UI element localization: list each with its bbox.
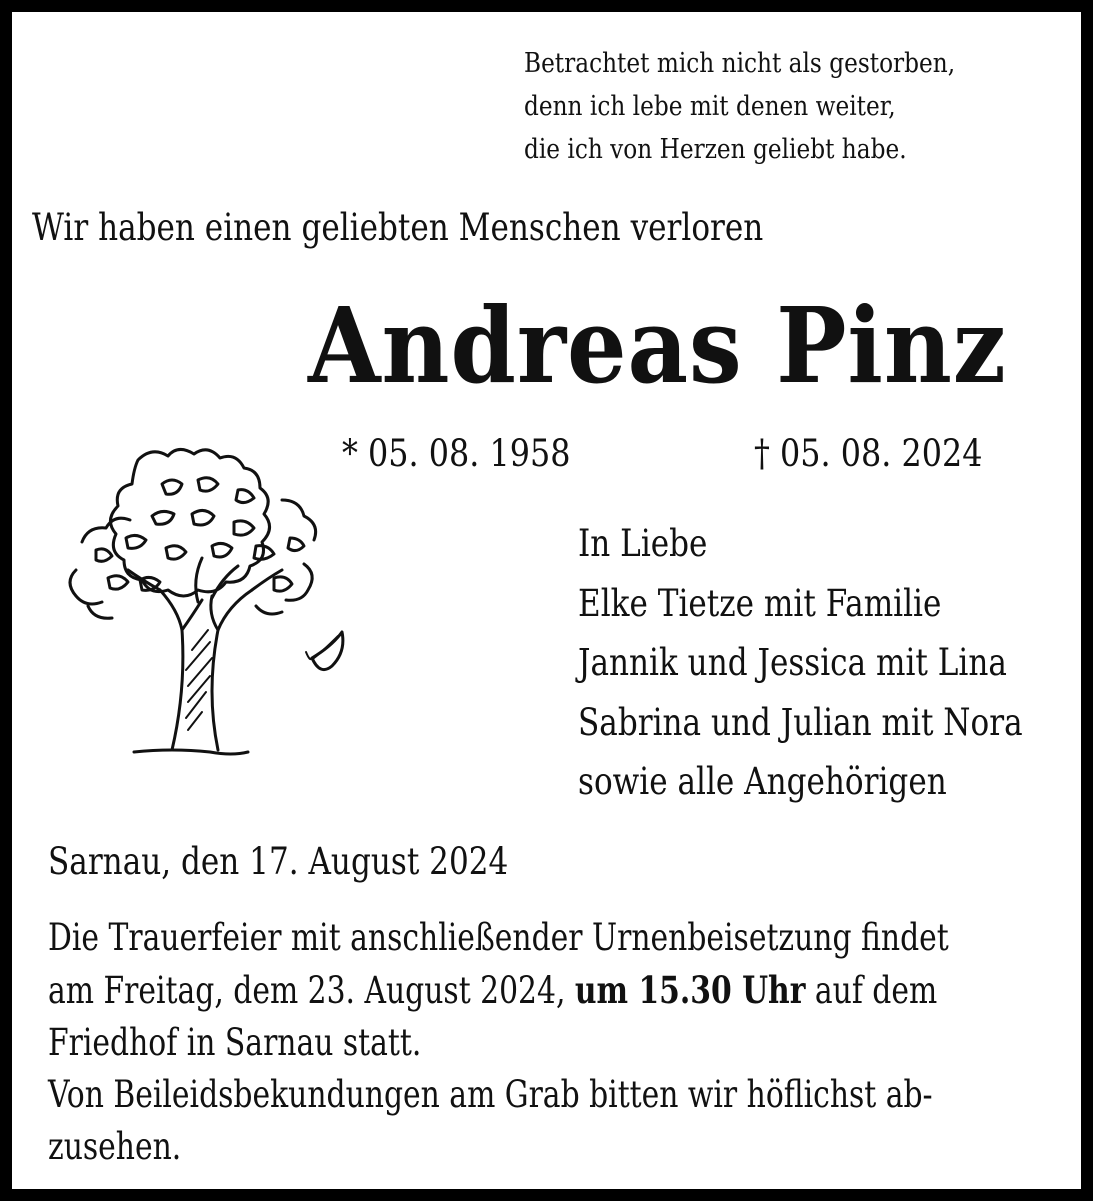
info-text: am Freitag, dem 23. August 2024,: [48, 969, 575, 1012]
family-list: [578, 514, 1023, 812]
family-line: Sabrina und Julian mit Nora: [578, 700, 1023, 744]
funeral-info: [48, 912, 949, 1173]
poem: [524, 42, 955, 171]
poem-line: denn ich lebe mit denen weiter,: [524, 91, 896, 122]
info-line: [48, 964, 949, 1017]
place-and-date: Sarnau, den 17. August 2024: [48, 840, 509, 883]
info-line: Friedhof in Sarnau statt.: [48, 1021, 422, 1064]
family-line: Elke Tietze mit Familie: [578, 581, 942, 625]
info-line: Die Trauerfeier mit anschließender Urnenbeisetzung findet: [48, 916, 949, 959]
family-line: sowie alle Angehörigen: [578, 760, 947, 803]
info-text: auf dem: [805, 969, 938, 1012]
birth-date: * 05. 08. 1958: [342, 432, 571, 475]
poem-line: die ich von Herzen geliebt habe.: [524, 134, 907, 165]
info-line: zusehen.: [48, 1125, 182, 1168]
lead-text: Wir haben einen geliebten Menschen verloren: [32, 206, 764, 249]
death-date: † 05. 08. 2024: [754, 432, 983, 475]
deceased-name: Andreas Pinz: [308, 284, 1007, 407]
family-line: Jannik und Jessica mit Lina: [578, 641, 1007, 684]
tree-with-falling-leaf-icon: [42, 430, 372, 790]
family-line: In Liebe: [578, 522, 708, 565]
funeral-time: um 15.30 Uhr: [574, 968, 806, 1012]
info-line: Von Beileidsbekundungen am Grab bitten wir höflichst ab-: [48, 1073, 933, 1116]
poem-line: Betrachtet mich nicht als gestorben,: [524, 48, 956, 79]
